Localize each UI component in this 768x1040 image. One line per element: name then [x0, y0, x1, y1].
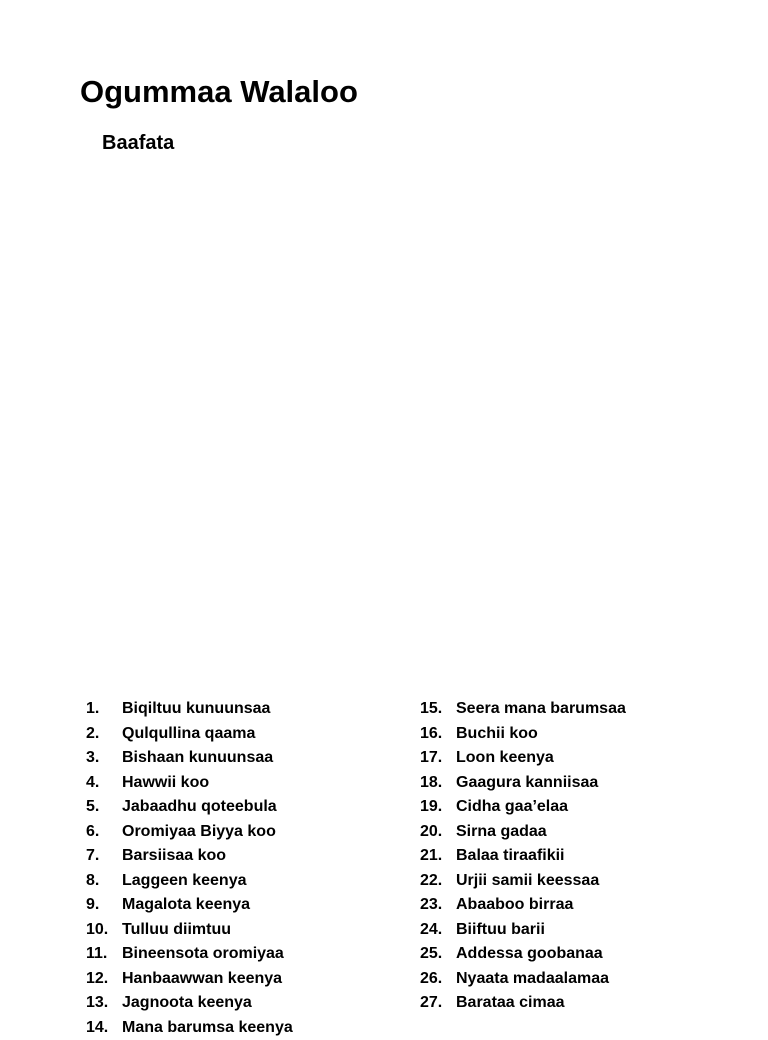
toc-item — [86, 991, 293, 1016]
toc-item-text: Hawwii koo — [122, 771, 209, 795]
toc-item-text: Barsiisaa koo — [122, 844, 226, 868]
toc-item — [86, 722, 293, 747]
toc-item-text: Biqiltuu kunuunsaa — [122, 697, 270, 721]
toc-item-text: Sirna gadaa — [456, 820, 547, 844]
toc-item-text: Loon keenya — [456, 746, 554, 770]
toc-item-number: 18. — [420, 771, 456, 795]
toc-item-text: Bineensota oromiyaa — [122, 942, 284, 966]
toc-item — [86, 918, 293, 943]
toc-item — [86, 1016, 293, 1040]
toc-item — [86, 771, 293, 796]
toc-item-number: 20. — [420, 820, 456, 844]
toc-item — [420, 869, 626, 894]
toc-item-text: Jabaadhu qoteebula — [122, 795, 277, 819]
toc-item — [420, 697, 626, 722]
toc-item-number: 5. — [86, 795, 122, 819]
toc-item — [420, 746, 626, 771]
toc-item-text: Buchii koo — [456, 722, 538, 746]
toc-item-text: Gaagura kanniisaa — [456, 771, 598, 795]
toc-item-number: 14. — [86, 1016, 122, 1040]
toc-item — [420, 795, 626, 820]
toc-item-number: 7. — [86, 844, 122, 868]
toc-item-number: 4. — [86, 771, 122, 795]
section-heading: Baafata — [102, 130, 174, 156]
toc-item — [86, 746, 293, 771]
toc-item-text: Qulqullina qaama — [122, 722, 255, 746]
toc-item-text: Laggeen keenya — [122, 869, 247, 893]
toc-item — [86, 893, 293, 918]
toc-item-text: Abaaboo birraa — [456, 893, 573, 917]
toc-item-text: Magalota keenya — [122, 893, 250, 917]
toc-item-text: Bishaan kunuunsaa — [122, 746, 273, 770]
toc-list-right — [420, 697, 626, 1016]
toc-item-text: Tulluu diimtuu — [122, 918, 231, 942]
toc-item-number: 26. — [420, 967, 456, 991]
toc-item — [420, 844, 626, 869]
toc-item-text: Biiftuu barii — [456, 918, 545, 942]
toc-item-number: 10. — [86, 918, 122, 942]
toc-item-number: 3. — [86, 746, 122, 770]
toc-item-number: 1. — [86, 697, 122, 721]
toc-item — [420, 893, 626, 918]
toc-item-number: 25. — [420, 942, 456, 966]
toc-item-number: 8. — [86, 869, 122, 893]
toc-item — [420, 942, 626, 967]
toc-item-number: 27. — [420, 991, 456, 1015]
toc-item-number: 15. — [420, 697, 456, 721]
toc-list-left — [86, 697, 293, 1040]
toc-item-number: 11. — [86, 942, 122, 966]
toc-item — [420, 918, 626, 943]
toc-item-number: 2. — [86, 722, 122, 746]
toc-item — [86, 967, 293, 992]
toc-item-text: Barataa cimaa — [456, 991, 565, 1015]
page-title: Ogummaa Walaloo — [80, 72, 358, 112]
toc-item-text: Hanbaawwan keenya — [122, 967, 282, 991]
toc-item — [420, 967, 626, 992]
toc-item-text: Cidha gaa’elaa — [456, 795, 568, 819]
toc-item — [86, 869, 293, 894]
toc-item-number: 12. — [86, 967, 122, 991]
toc-item-text: Jagnoota keenya — [122, 991, 252, 1015]
toc-item — [420, 820, 626, 845]
toc-item-number: 22. — [420, 869, 456, 893]
toc-item-text: Mana barumsa keenya — [122, 1016, 293, 1040]
toc-item — [420, 771, 626, 796]
toc-item-text: Oromiyaa Biyya koo — [122, 820, 276, 844]
toc-item-number: 16. — [420, 722, 456, 746]
toc-item — [420, 722, 626, 747]
toc-item — [420, 991, 626, 1016]
toc-item-number: 23. — [420, 893, 456, 917]
toc-item-number: 6. — [86, 820, 122, 844]
toc-item-number: 24. — [420, 918, 456, 942]
toc-item-number: 19. — [420, 795, 456, 819]
toc-item — [86, 820, 293, 845]
toc-item-number: 13. — [86, 991, 122, 1015]
toc-item-number: 17. — [420, 746, 456, 770]
toc-item-text: Nyaata madaalamaa — [456, 967, 609, 991]
toc-item — [86, 795, 293, 820]
toc-item — [86, 942, 293, 967]
toc-item-text: Addessa goobanaa — [456, 942, 603, 966]
toc-item — [86, 697, 293, 722]
toc-item-number: 9. — [86, 893, 122, 917]
toc-item-text: Balaa tiraafikii — [456, 844, 565, 868]
toc-item-number: 21. — [420, 844, 456, 868]
toc-item — [86, 844, 293, 869]
toc-item-text: Seera mana barumsaa — [456, 697, 626, 721]
toc-item-text: Urjii samii keessaa — [456, 869, 599, 893]
